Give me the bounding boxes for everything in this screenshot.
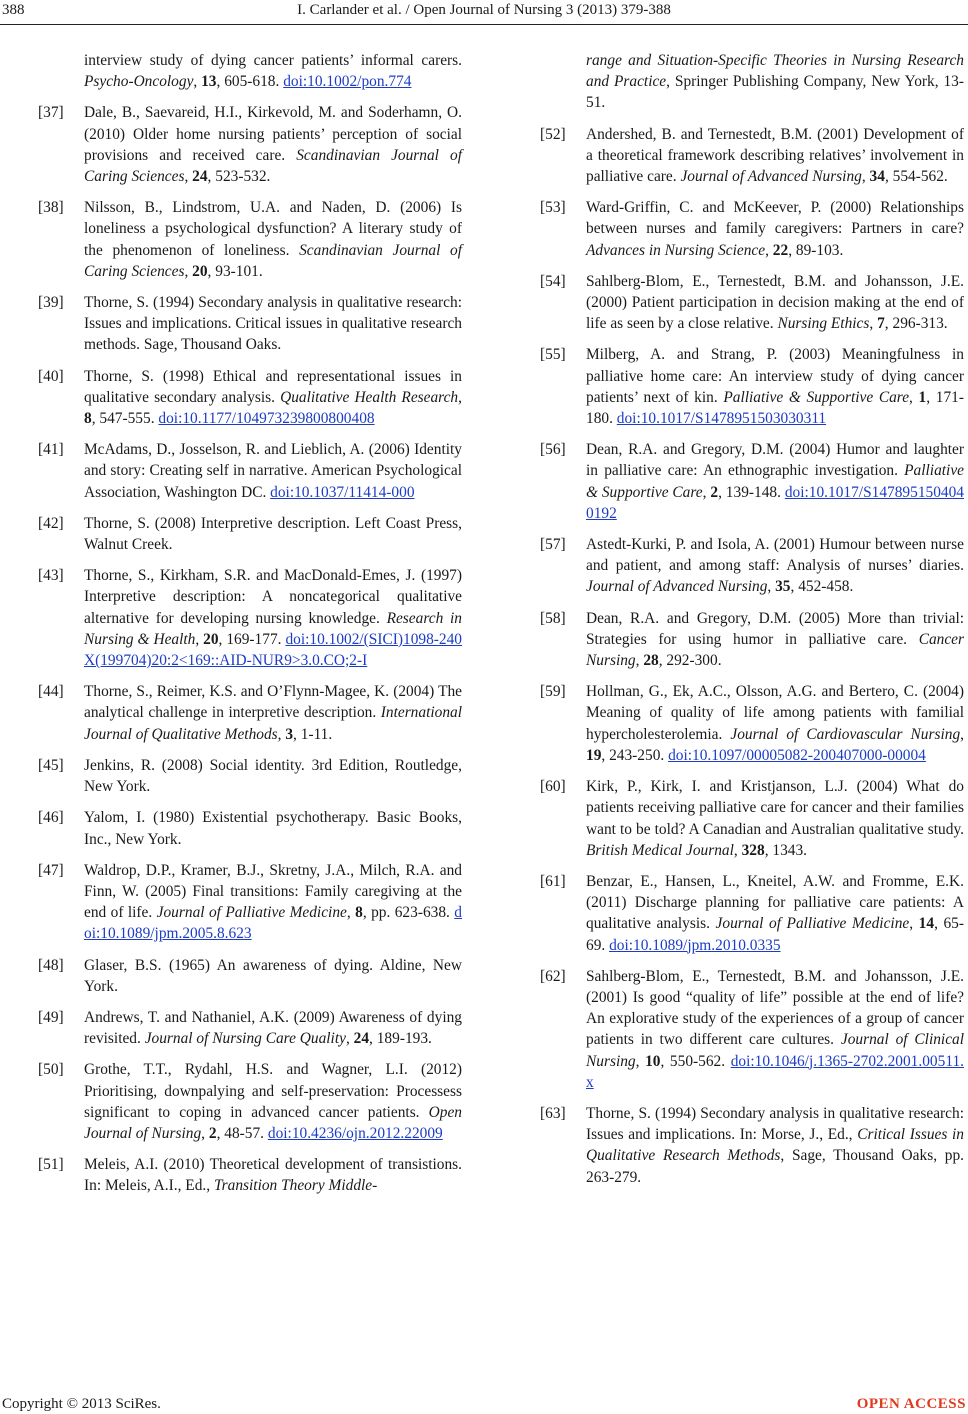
reference-entry bbox=[540, 197, 964, 261]
reference-text bbox=[586, 271, 964, 335]
reference-volume: 24 bbox=[353, 1030, 370, 1048]
reference-authors-title: Nilsson, B., Lindstrom, U.A. and Naden, D. (2006) Is loneliness a psychological dysfunction? A literary study of the phenomenon of loneliness. bbox=[84, 199, 462, 259]
reference-volume: 2 bbox=[710, 483, 719, 501]
reference-pages: , 1343. bbox=[764, 841, 808, 859]
reference-entry bbox=[38, 1059, 462, 1144]
reference-number: [47] bbox=[38, 861, 64, 879]
reference-pages: , 171-180. bbox=[586, 388, 964, 428]
reference-journal: Journal of Advanced Nursing bbox=[586, 578, 768, 596]
reference-entry bbox=[38, 439, 462, 503]
reference-volume: 13 bbox=[201, 73, 217, 91]
reference-journal: Scandinavian Journal of Caring Sciences bbox=[84, 241, 462, 280]
reference-text bbox=[84, 439, 462, 503]
reference-entry bbox=[540, 344, 964, 429]
reference-journal: Journal of Nursing Care Quality bbox=[144, 1030, 346, 1048]
reference-number: [42] bbox=[38, 514, 64, 532]
reference-volume: 20 bbox=[203, 630, 219, 648]
reference-text bbox=[84, 755, 462, 797]
reference-separator: , bbox=[869, 315, 878, 333]
reference-separator: , bbox=[345, 1030, 354, 1048]
reference-authors-title: Meleis, A.I. (2010) Theoretical development of transistions. In: Meleis, A.I., Ed., bbox=[84, 1156, 462, 1195]
reference-number: [46] bbox=[38, 809, 64, 827]
reference-journal: Transition Theory Middle- bbox=[213, 1177, 378, 1195]
page-footer bbox=[0, 1394, 968, 1414]
reference-separator: , bbox=[184, 168, 193, 186]
copyright-notice: Copyright © 2013 SciRes. bbox=[2, 1396, 161, 1412]
reference-number: [37] bbox=[38, 104, 64, 122]
reference-entry bbox=[38, 366, 462, 430]
reference-separator: , bbox=[702, 483, 711, 501]
reference-number: [39] bbox=[38, 294, 64, 312]
reference-entry bbox=[38, 102, 462, 187]
reference-pages: , 1-11. bbox=[293, 725, 333, 743]
reference-entry bbox=[38, 1154, 462, 1196]
reference-pages: , 93-101. bbox=[207, 262, 263, 280]
reference-text bbox=[586, 776, 964, 861]
reference-authors-title: Thorne, S. (2008) Interpretive description. Left Coast Press, Walnut Creek. bbox=[84, 514, 462, 554]
reference-journal: Journal of Palliative Medicine bbox=[715, 915, 910, 933]
reference-volume: 20 bbox=[192, 262, 208, 280]
reference-authors-title: Grothe, T.T., Rydahl, H.S. and Wagner, L.I. (2012) Prioritising, downpalying and self-preservation: Processess significant to coping in advanced cancer patients. bbox=[84, 1061, 462, 1121]
reference-journal: Open Journal of Nursing bbox=[84, 1103, 462, 1142]
reference-journal: Qualitative Health Research bbox=[280, 388, 459, 406]
doi-link[interactable]: doi:10.1097/00005082-200407000-00004 bbox=[668, 746, 926, 764]
reference-journal: Palliative & Supportive Care bbox=[723, 388, 910, 406]
reference-journal: Psycho-Oncology bbox=[84, 73, 194, 91]
reference-authors-title: Dean, R.A. and Gregory, D.M. (2005) More than trivial: Strategies for using humor in palliative care. bbox=[586, 609, 964, 648]
reference-pages: , 292-300. bbox=[658, 652, 722, 670]
doi-link[interactable]: doi:10.1002/pon.774 bbox=[283, 73, 412, 91]
reference-entry bbox=[38, 50, 462, 92]
reference-authors-title: Hollman, G., Ek, A.C., Olsson, A.G. and Bertero, C. (2004) Meaning of quality of life among patients with familial hypercholesterolemia. bbox=[586, 683, 964, 743]
reference-volume: 28 bbox=[643, 652, 659, 670]
reference-authors-title: Kirk, P., Kirk, I. and Kristjanson, L.J. (2004) What do patients receiving palliative care for cancer and their families want to be told? A Canadian and Australian qualitative study. bbox=[586, 778, 964, 838]
reference-authors-title: Andrews, T. and Nathaniel, A.K. (2009) Awareness of dying revisited. bbox=[84, 1008, 462, 1048]
reference-volume: 8 bbox=[84, 410, 92, 428]
reference-text bbox=[84, 860, 462, 945]
reference-text bbox=[586, 681, 964, 766]
reference-entry bbox=[540, 776, 964, 861]
reference-separator: , bbox=[733, 841, 742, 859]
reference-authors-title: Dean, R.A. and Gregory, D.M. (2004) Humor and laughter in palliative care: An ethnographic investigation. bbox=[586, 441, 964, 480]
reference-entry bbox=[38, 955, 462, 997]
reference-text bbox=[84, 807, 462, 849]
reference-journal: Research in Nursing & Health bbox=[84, 609, 462, 648]
doi-link[interactable]: doi:10.1017/S1478951503030311 bbox=[616, 410, 827, 428]
reference-entry bbox=[540, 1103, 964, 1188]
reference-separator: , bbox=[184, 262, 193, 280]
reference-authors-title: Milberg, A. and Strang, P. (2003) Meaningfulness in palliative home care: An interview study of dying cancer patients’ next of kin. bbox=[586, 346, 964, 406]
reference-text bbox=[84, 292, 462, 356]
reference-authors-title: Waldrop, D.P., Kramer, B.J., Skretny, J.A., Milch, R.A. and Finn, W. (2005) Final transitions: Family caregiving at the end of life. bbox=[84, 861, 462, 922]
reference-pages: , 296-313. bbox=[884, 315, 948, 333]
reference-text bbox=[84, 50, 462, 92]
reference-entry bbox=[540, 439, 964, 524]
doi-link[interactable]: doi:10.1017/S1478951504040192 bbox=[586, 483, 964, 522]
reference-text bbox=[586, 344, 964, 429]
reference-journal: Cancer Nursing bbox=[586, 630, 964, 670]
reference-separator: , bbox=[277, 725, 286, 743]
reference-text bbox=[586, 534, 964, 598]
reference-authors-title: Benzar, E., Hansen, L., Kneitel, A.W. and Fromme, E.K. (2011) Discharge planning for palliative care patients: A qualitative analysis. bbox=[586, 872, 964, 933]
reference-pages: , pp. 623-638. bbox=[362, 904, 455, 922]
reference-journal: Scandinavian Journal of Caring Sciences bbox=[84, 146, 463, 186]
reference-pages: , 243-250. bbox=[601, 746, 669, 764]
reference-text bbox=[586, 608, 964, 672]
reference-separator: , bbox=[458, 388, 462, 406]
reference-authors-title: Thorne, S., Reimer, K.S. and O’Flynn-Magee, K. (2004) The analytical challenge in interpretive description. bbox=[84, 683, 462, 722]
doi-link[interactable]: doi:10.1037/11414-000 bbox=[270, 483, 415, 501]
reference-entry bbox=[540, 124, 964, 188]
reference-authors-title: Thorne, S. (1994) Secondary analysis in qualitative research: Issues and implications. Critical issues in qualitative research methods. Sage, Thousand Oaks. bbox=[84, 294, 462, 354]
reference-volume: 34 bbox=[869, 168, 885, 186]
reference-authors-title: Astedt-Kurki, P. and Isola, A. (2001) Humour between nurse and patient, and among staff: Analysis of nurses’ diaries. bbox=[586, 536, 964, 575]
reference-pages: , 169-177. bbox=[218, 630, 286, 648]
reference-number: [38] bbox=[38, 199, 64, 217]
reference-number: [45] bbox=[38, 756, 64, 774]
reference-number: [55] bbox=[540, 346, 566, 364]
reference-authors-title: interview study of dying cancer patients’ informal carers. bbox=[84, 52, 462, 69]
reference-separator: , bbox=[195, 630, 204, 648]
reference-journal: Journal of Clinical Nursing bbox=[586, 1031, 964, 1070]
reference-pages: , 139-148. bbox=[718, 483, 785, 501]
doi-link[interactable]: doi:10.1046/j.1365-2702.2001.00511.x bbox=[586, 1052, 964, 1091]
reference-separator: , bbox=[765, 241, 773, 259]
reference-authors-title: Dale, B., Saevareid, H.I., Kirkevold, M. and Soderhamn, O. (2010) Older home nursing patients’ perception of social provisions and received care. bbox=[84, 104, 462, 164]
reference-pages: , 452-458. bbox=[790, 578, 854, 596]
reference-authors-title: Thorne, S. (1994) Secondary analysis in qualitative research: Issues and implications. In: Morse, J., Ed., bbox=[586, 1104, 964, 1144]
reference-separator: , bbox=[201, 1124, 209, 1142]
left-reference-column bbox=[38, 50, 462, 1207]
reference-authors-title: Sahlberg-Blom, E., Ternestedt, B.M. and Johansson, J.E. (2001) Is good “quality of life” possible at the end of life? An explorative study of the experiences of a group of cancer patients in two different care cultures. bbox=[586, 967, 964, 1049]
reference-entry bbox=[38, 755, 462, 797]
reference-number: [50] bbox=[38, 1061, 64, 1079]
reference-text bbox=[586, 50, 964, 114]
reference-authors-title: Glaser, B.S. (1965) An awareness of dying. Aldine, New York. bbox=[84, 956, 462, 995]
reference-text bbox=[84, 513, 462, 555]
reference-entry bbox=[38, 565, 462, 671]
reference-number: [63] bbox=[540, 1104, 566, 1122]
reference-number: [53] bbox=[540, 199, 566, 217]
reference-authors-title: Yalom, I. (1980) Existential psychotherapy. Basic Books, Inc., New York. bbox=[84, 809, 462, 848]
reference-journal: range and Situation-Specific Theories in Nursing Research and Practice bbox=[586, 52, 964, 91]
reference-number: [57] bbox=[540, 536, 566, 554]
reference-entry bbox=[540, 681, 964, 766]
reference-authors-title: Sahlberg-Blom, E., Ternestedt, B.M. and Johansson, J.E. (2000) Patient participation in decision making at the end of life as seen by a close relative. bbox=[586, 272, 964, 333]
reference-number: [48] bbox=[38, 956, 64, 974]
reference-pages: , 523-532. bbox=[207, 168, 271, 186]
reference-volume: 7 bbox=[877, 315, 885, 333]
reference-entry bbox=[38, 513, 462, 555]
reference-volume: 10 bbox=[645, 1052, 661, 1070]
running-head: I. Carlander et al. / Open Journal of Nursing 3 (2013) 379-388 bbox=[297, 2, 671, 18]
reference-entry bbox=[540, 534, 964, 598]
reference-number: [62] bbox=[540, 967, 566, 985]
reference-text bbox=[84, 1007, 462, 1049]
reference-journal: Nursing Ethics bbox=[777, 315, 870, 333]
reference-journal: Critical Issues in Qualitative Research Methods bbox=[586, 1126, 964, 1165]
reference-journal: British Medical Journal bbox=[586, 841, 734, 859]
reference-separator: , bbox=[909, 388, 919, 406]
reference-separator: , bbox=[960, 725, 965, 743]
reference-text bbox=[84, 366, 462, 430]
reference-volume: 22 bbox=[772, 241, 789, 259]
reference-authors-title: Jenkins, R. (2008) Social identity. 3rd Edition, Routledge, New York. bbox=[84, 756, 462, 796]
reference-pages: , 605-618. bbox=[216, 73, 284, 91]
doi-link[interactable]: doi:10.1002/(SICI)1098-240X(199704)20:2<169::AID-NUR9>3.0.CO;2-I bbox=[84, 630, 462, 670]
page-header bbox=[0, 0, 968, 26]
reference-separator: , bbox=[767, 578, 776, 596]
reference-authors-title: Thorne, S., Kirkham, S.R. and MacDonald-Emes, J. (1997) Interpretive description: A noncategorical qualitative alternative for developing nursing knowledge. bbox=[84, 567, 462, 627]
reference-pages: , 48-57. bbox=[216, 1124, 268, 1142]
reference-pages: , 189-193. bbox=[369, 1030, 432, 1048]
reference-number: [52] bbox=[540, 125, 566, 143]
reference-entry bbox=[540, 608, 964, 672]
reference-entry bbox=[540, 871, 964, 956]
reference-text bbox=[84, 1154, 462, 1196]
doi-link[interactable]: doi:10.1089/jpm.2010.0335 bbox=[609, 936, 781, 954]
reference-journal: Palliative & Supportive Care bbox=[586, 462, 964, 501]
reference-pages: , 550-562. bbox=[660, 1052, 731, 1070]
reference-number: [40] bbox=[38, 367, 64, 385]
reference-authors-title: McAdams, D., Josselson, R. and Lieblich, A. (2006) Identity and story: Creating self in narrative. American Psychological Association, Washington DC. bbox=[84, 441, 462, 501]
reference-number: [41] bbox=[38, 441, 64, 459]
reference-pages: , Springer Publishing Company, New York, 13-51. bbox=[586, 73, 964, 112]
reference-text bbox=[84, 681, 462, 745]
reference-pages: , 89-103. bbox=[788, 241, 844, 259]
reference-separator: , bbox=[909, 915, 919, 933]
reference-text bbox=[586, 124, 964, 188]
reference-text bbox=[84, 1059, 462, 1144]
reference-entry bbox=[540, 271, 964, 335]
right-reference-column bbox=[540, 50, 964, 1198]
reference-pages: , 547-555. bbox=[91, 410, 159, 428]
reference-journal: Journal of Cardiovascular Nursing bbox=[730, 725, 961, 743]
reference-volume: 1 bbox=[918, 388, 927, 406]
reference-separator: , bbox=[861, 168, 870, 186]
reference-pages: , Sage, Thousand Oaks, pp. 263-279. bbox=[586, 1147, 964, 1186]
reference-pages: , 554-562. bbox=[884, 168, 948, 186]
reference-number: [56] bbox=[540, 441, 566, 459]
reference-entry bbox=[38, 1007, 462, 1049]
reference-volume: 3 bbox=[285, 725, 294, 743]
reference-entry bbox=[38, 860, 462, 945]
reference-text bbox=[586, 197, 964, 261]
reference-volume: 2 bbox=[208, 1124, 217, 1142]
doi-link[interactable]: doi:10.4236/ojn.2012.22009 bbox=[267, 1124, 443, 1142]
reference-number: [61] bbox=[540, 872, 566, 890]
reference-text bbox=[84, 565, 462, 671]
reference-entry bbox=[38, 807, 462, 849]
reference-separator: , bbox=[635, 652, 644, 670]
reference-separator: , bbox=[193, 73, 202, 91]
reference-journal: Journal of Advanced Nursing bbox=[680, 168, 862, 186]
open-access-label: OPEN ACCESS bbox=[856, 1396, 966, 1412]
reference-text bbox=[586, 871, 964, 956]
reference-number: [58] bbox=[540, 609, 566, 627]
reference-text bbox=[586, 1103, 964, 1188]
reference-separator: , bbox=[346, 904, 356, 922]
reference-entry bbox=[38, 197, 462, 282]
reference-authors-title: Andershed, B. and Ternestedt, B.M. (2001) Development of a theoretical framework describing relatives’ involvement in palliative care. bbox=[586, 125, 964, 186]
reference-text bbox=[84, 955, 462, 997]
reference-volume: 14 bbox=[918, 915, 935, 933]
reference-text bbox=[586, 966, 964, 1093]
reference-volume: 19 bbox=[586, 746, 602, 764]
reference-text bbox=[84, 102, 462, 187]
reference-authors-title: Thorne, S. (1998) Ethical and representational issues in qualitative secondary analysis. bbox=[84, 367, 462, 406]
reference-authors-title: Ward-Griffin, C. and McKeever, P. (2000) Relationships between nurses and family caregivers: Partners in care? bbox=[586, 199, 964, 238]
reference-entry bbox=[38, 681, 462, 745]
doi-link[interactable]: doi:10.1177/104973239800800408 bbox=[158, 410, 375, 428]
reference-pages: , 65-69. bbox=[586, 915, 965, 954]
reference-volume: 24 bbox=[192, 168, 208, 186]
reference-entry bbox=[38, 292, 462, 356]
reference-journal: Journal of Palliative Medicine bbox=[156, 904, 347, 922]
reference-volume: 328 bbox=[741, 841, 765, 859]
reference-number: [59] bbox=[540, 683, 566, 701]
page-number: 388 bbox=[2, 2, 25, 18]
reference-number: [54] bbox=[540, 272, 566, 290]
reference-number: [51] bbox=[38, 1156, 64, 1174]
reference-separator: , bbox=[635, 1052, 646, 1070]
reference-text bbox=[84, 197, 462, 282]
reference-number: [60] bbox=[540, 778, 566, 796]
reference-number: [49] bbox=[38, 1008, 64, 1026]
reference-volume: 8 bbox=[355, 904, 363, 922]
reference-volume: 35 bbox=[775, 578, 791, 596]
reference-entry bbox=[540, 50, 964, 114]
reference-journal: Advances in Nursing Science bbox=[586, 241, 766, 259]
header-rule bbox=[0, 24, 968, 25]
reference-number: [43] bbox=[38, 567, 64, 585]
doi-link[interactable]: doi:10.1089/jpm.2005.8.623 bbox=[84, 904, 462, 943]
reference-text bbox=[586, 439, 964, 524]
reference-journal: International Journal of Qualitative Methods bbox=[84, 704, 462, 743]
reference-number: [44] bbox=[38, 683, 64, 701]
reference-entry bbox=[540, 966, 964, 1093]
